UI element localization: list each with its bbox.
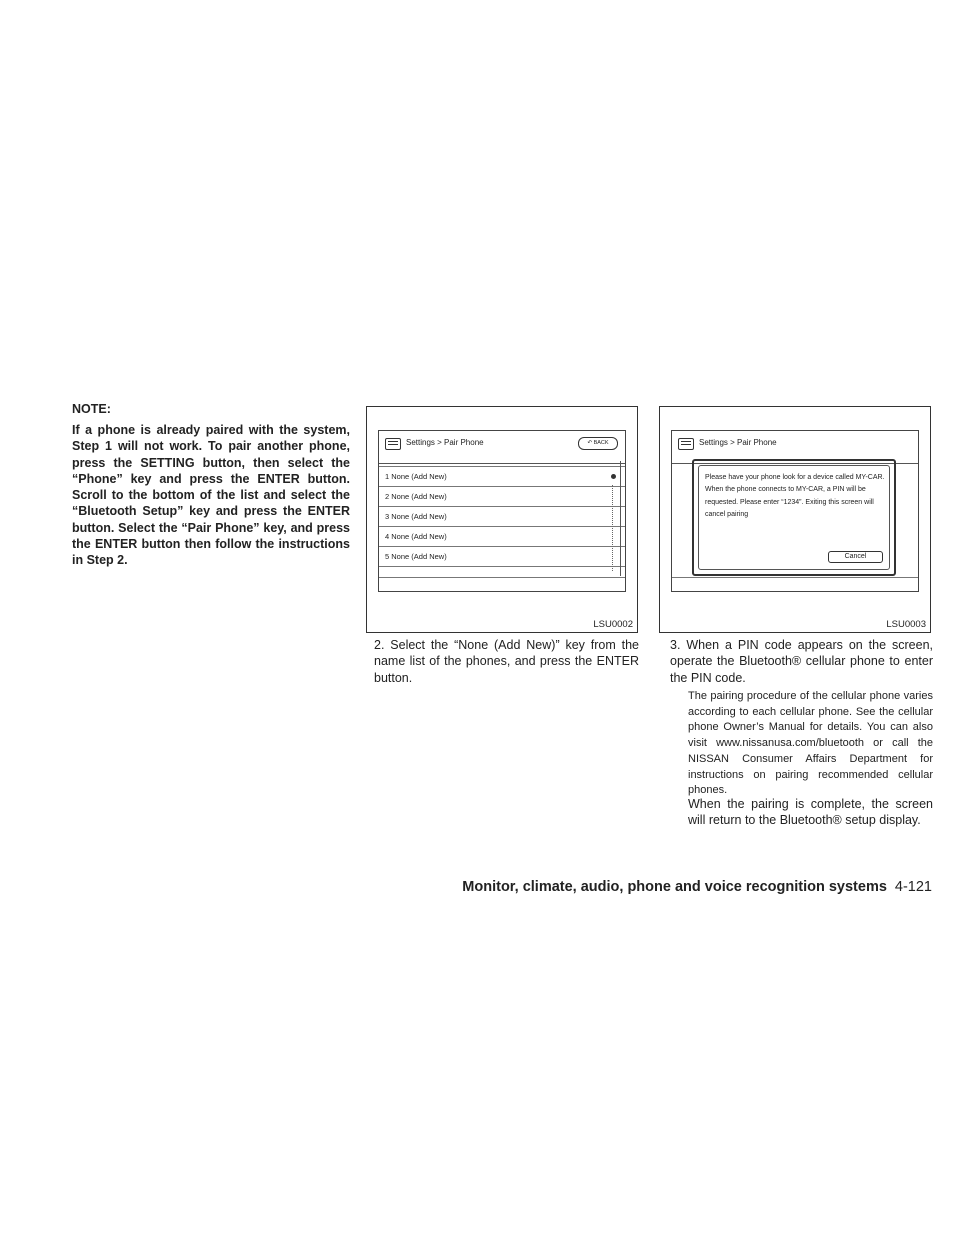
figure-id: LSU0002 xyxy=(593,619,633,630)
figure-pair-phone-list xyxy=(366,406,638,633)
dialog-inner xyxy=(698,465,890,570)
step-3-text: 3. When a PIN code appears on the screen, operate the Bluetooth® cellular phone to enter the PIN code. xyxy=(670,638,933,685)
pin-dialog-screen xyxy=(671,430,919,592)
divider xyxy=(379,577,625,578)
screen-title-bar xyxy=(379,431,625,464)
page-number: 4-121 xyxy=(894,879,932,895)
note-body: If a phone is already paired with the system, Step 1 will not work. To pair another phone, press the SETTING button, then select the “Phone” key and press the ENTER button. Scroll to the bottom of the list and select the “Bluetooth Setup” key and press the ENTER button. Select the “Pair Phone” key, and press the ENTER button then follow the instructions in Step 2. xyxy=(72,423,350,568)
cancel-button[interactable]: Cancel xyxy=(828,551,883,563)
divider xyxy=(672,577,918,578)
note-block xyxy=(72,402,350,569)
keyboard-icon xyxy=(385,438,401,450)
dialog-message: Please have your phone look for a device called MY-CAR. When the phone connects to MY-CAR, a PIN will be requested. Please enter “1234”. Exiting this screen will cancel pairing xyxy=(705,474,885,519)
scroll-position-icon xyxy=(611,474,616,479)
back-label: BACK xyxy=(593,440,609,446)
list-item-2[interactable]: 2 None (Add New) xyxy=(379,487,625,507)
breadcrumb: Settings > Pair Phone xyxy=(699,438,777,447)
scrollbar[interactable] xyxy=(608,461,621,576)
list-item-1[interactable]: 1 None (Add New) xyxy=(379,466,625,487)
phone-list xyxy=(379,466,625,567)
scroll-track xyxy=(612,485,614,571)
figure-pin-dialog xyxy=(659,406,931,633)
pairing-note: The pairing procedure of the cellular phone varies according to each cellular phone. See the cellular phone Owner’s Manual for details. You can also visit www.nissanusa.com/bluetooth or call the NISSAN Consumer Affairs Department for instructions on pairing recommended cellular phones. xyxy=(688,690,933,797)
page-footer xyxy=(462,879,932,895)
breadcrumb: Settings > Pair Phone xyxy=(406,438,484,447)
list-item-5[interactable]: 5 None (Add New) xyxy=(379,547,625,567)
pairing-dialog xyxy=(692,459,896,576)
back-button[interactable]: ↶ BACK xyxy=(578,437,618,450)
list-item-4[interactable]: 4 None (Add New) xyxy=(379,527,625,547)
step-2-text: 2. Select the “None (Add New)” key from the name list of the phones, and press the ENTER button. xyxy=(374,638,639,685)
section-title: Monitor, climate, audio, phone and voice recognition systems xyxy=(462,879,887,895)
figure-id: LSU0003 xyxy=(886,619,926,630)
pairing-complete-note: When the pairing is complete, the screen will return to the Bluetooth® setup display. xyxy=(688,797,933,828)
keyboard-icon xyxy=(678,438,694,450)
note-heading: NOTE: xyxy=(72,402,111,416)
pair-phone-list-screen xyxy=(378,430,626,592)
list-item-3[interactable]: 3 None (Add New) xyxy=(379,507,625,527)
